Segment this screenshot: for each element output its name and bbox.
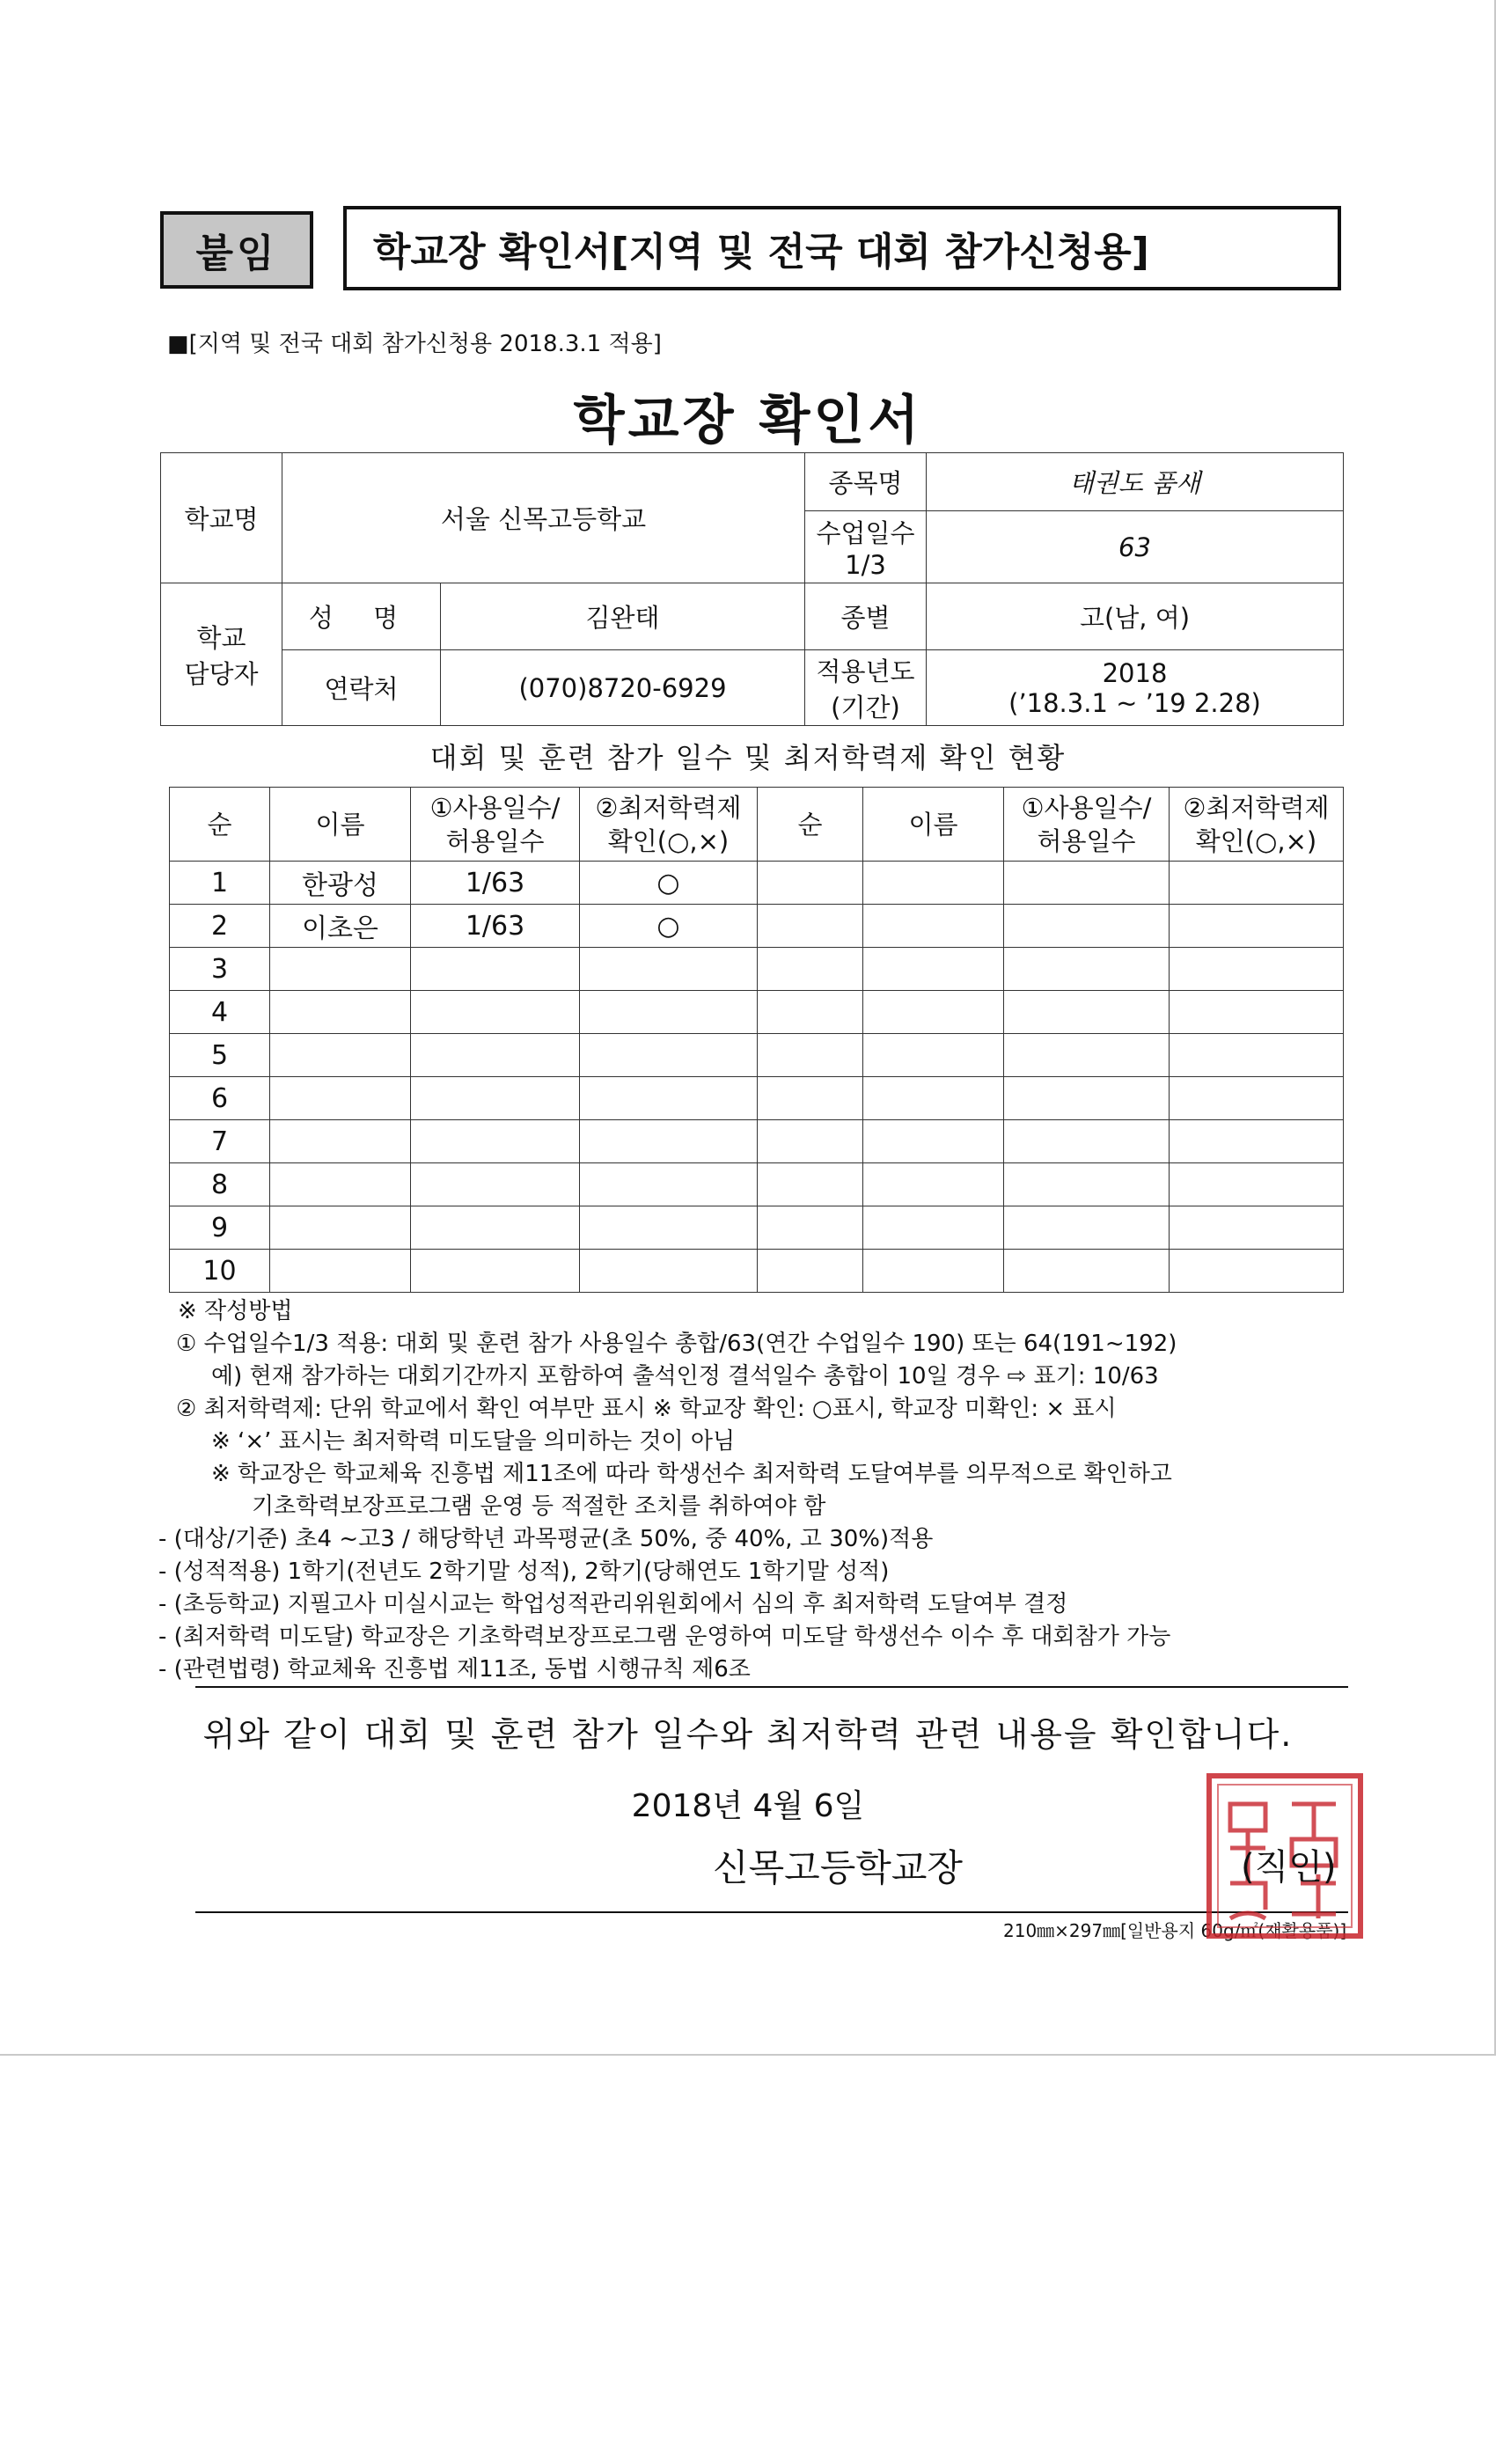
cell-no: 8 xyxy=(170,1163,270,1206)
cell-days xyxy=(411,1163,580,1206)
empty-cell xyxy=(758,1077,863,1120)
cell-name xyxy=(270,1034,411,1077)
cell-days xyxy=(411,1206,580,1250)
apply-year-value-line1: 2018 xyxy=(1102,657,1168,688)
cell-no: 9 xyxy=(170,1206,270,1250)
col-days-left-line2: 허용일수 xyxy=(445,825,545,856)
participation-table-header xyxy=(170,788,1344,862)
empty-cell xyxy=(758,948,863,991)
col-check-right-line1: ②최저학력제 xyxy=(1183,792,1330,823)
form-sub-note: ■[지역 및 전국 대회 참가신청용 2018.3.1 적용] xyxy=(167,331,662,357)
instructions-divider xyxy=(195,1686,1348,1688)
document-title: 학교장 확인서 xyxy=(573,390,923,451)
empty-cell xyxy=(1004,862,1170,905)
empty-cell xyxy=(758,862,863,905)
empty-cell xyxy=(1170,1034,1344,1077)
confirmation-statement: 위와 같이 대회 및 훈련 참가 일수와 최저학력 관련 내용을 확인합니다. xyxy=(202,1715,1294,1754)
empty-cell xyxy=(1170,948,1344,991)
contact-value: (070)8720-6929 xyxy=(441,650,805,726)
empty-cell xyxy=(1004,1077,1170,1120)
instructions xyxy=(158,1295,1338,1686)
cell-name xyxy=(270,1206,411,1250)
empty-cell xyxy=(1004,1250,1170,1293)
empty-cell xyxy=(1170,1163,1344,1206)
instruction-line-9: - (초등학교) 지필고사 미실시교는 학업성적관리위원회에서 심의 후 최저학력 도달여부 결정 xyxy=(158,1591,1068,1617)
attachment-label: 붙임 xyxy=(160,211,313,289)
col-days-right-line1: ①사용일수/ xyxy=(1021,792,1152,823)
table-row xyxy=(170,1034,1344,1077)
cell-no: 6 xyxy=(170,1077,270,1120)
cell-check xyxy=(580,1250,758,1293)
status-section-title: 대회 및 훈련 참가 일수 및 최저학력제 확인 현황 xyxy=(429,741,1067,774)
instruction-line-1: ① 수업일수1/3 적용: 대회 및 훈련 참가 사용일수 총합/63(연간 수업일수 190) 또는 64(191~192) xyxy=(176,1331,1177,1357)
table-row xyxy=(170,991,1344,1034)
empty-cell xyxy=(863,1163,1004,1206)
empty-cell xyxy=(1170,1120,1344,1163)
empty-cell xyxy=(863,1077,1004,1120)
cell-check: ○ xyxy=(580,905,758,948)
manager-label xyxy=(161,583,282,726)
cell-check: ○ xyxy=(580,862,758,905)
empty-cell xyxy=(863,1120,1004,1163)
manager-name-value: 김완태 xyxy=(441,583,805,650)
cell-check xyxy=(580,948,758,991)
col-days-left-line1: ①사용일수/ xyxy=(429,792,561,823)
empty-cell xyxy=(1170,1077,1344,1120)
cell-name xyxy=(270,991,411,1034)
type-value: 고(남, 여) xyxy=(927,583,1344,650)
school-name-label: 학교명 xyxy=(161,453,282,583)
event-value: 태권도 품새 xyxy=(927,453,1344,511)
instruction-line-2: 예) 현재 참가하는 대회기간까지 포함하여 출석인정 결석일수 총합이 10일 경우 ⇨ 표기: 10/63 xyxy=(211,1363,1159,1390)
col-check-left-line2: 확인(○,×) xyxy=(607,825,730,856)
empty-cell xyxy=(863,1034,1004,1077)
empty-cell xyxy=(758,1163,863,1206)
cell-name xyxy=(270,1120,411,1163)
cell-days xyxy=(411,948,580,991)
cell-days: 1/63 xyxy=(411,862,580,905)
empty-cell xyxy=(863,1206,1004,1250)
empty-cell xyxy=(1004,1206,1170,1250)
cell-no: 7 xyxy=(170,1120,270,1163)
empty-cell xyxy=(1004,1120,1170,1163)
cell-days xyxy=(411,991,580,1034)
cell-name xyxy=(270,948,411,991)
cell-name xyxy=(270,1250,411,1293)
class-days-value: 63 xyxy=(927,511,1344,583)
empty-cell xyxy=(758,1206,863,1250)
type-label: 종별 xyxy=(805,583,927,650)
cell-no: 5 xyxy=(170,1034,270,1077)
cell-name: 이초은 xyxy=(270,905,411,948)
cell-days xyxy=(411,1120,580,1163)
cell-check xyxy=(580,1077,758,1120)
empty-cell xyxy=(1170,1206,1344,1250)
cell-no: 3 xyxy=(170,948,270,991)
table-row xyxy=(170,1120,1344,1163)
col-check-left xyxy=(580,788,758,862)
col-no-left: 순 xyxy=(170,788,270,862)
table-row xyxy=(170,862,1344,905)
col-name-right: 이름 xyxy=(863,788,1004,862)
cell-check xyxy=(580,991,758,1034)
instructions-heading: ※ 작성방법 xyxy=(178,1298,293,1324)
cell-days xyxy=(411,1250,580,1293)
empty-cell xyxy=(1004,948,1170,991)
manager-label-line2: 담당자 xyxy=(184,658,259,689)
empty-cell xyxy=(863,948,1004,991)
cell-days: 1/63 xyxy=(411,905,580,948)
apply-year-label-line2: (기간) xyxy=(831,692,900,722)
cell-check xyxy=(580,1034,758,1077)
col-name-left: 이름 xyxy=(270,788,411,862)
apply-year-value xyxy=(927,650,1344,726)
empty-cell xyxy=(758,1120,863,1163)
instruction-line-10: - (최저학력 미도달) 학교장은 기초학력보장프로그램 운영하여 미도달 학생선수 이수 후 대회참가 가능 xyxy=(158,1624,1171,1650)
empty-cell xyxy=(758,905,863,948)
cell-name: 한광성 xyxy=(270,862,411,905)
manager-label-line1: 학교 xyxy=(196,622,246,653)
cell-no: 2 xyxy=(170,905,270,948)
apply-year-label xyxy=(805,650,927,726)
empty-cell xyxy=(1004,905,1170,948)
empty-cell xyxy=(758,991,863,1034)
empty-cell xyxy=(1004,1163,1170,1206)
col-check-right xyxy=(1170,788,1344,862)
class-days-label-line1: 수업일수 xyxy=(816,518,915,548)
empty-cell xyxy=(863,991,1004,1034)
table-row xyxy=(170,948,1344,991)
empty-cell xyxy=(1170,991,1344,1034)
cell-name xyxy=(270,1077,411,1120)
cell-check xyxy=(580,1120,758,1163)
cell-days xyxy=(411,1034,580,1077)
col-no-right: 순 xyxy=(758,788,863,862)
form-title-box: 학교장 확인서[지역 및 전국 대회 참가신청용] xyxy=(343,206,1341,290)
cell-name xyxy=(270,1163,411,1206)
cell-check xyxy=(580,1163,758,1206)
cell-days xyxy=(411,1077,580,1120)
apply-year-value-line2: (’18.3.1 ~ ’19 2.28) xyxy=(1008,687,1261,718)
seal-label: (직인) xyxy=(1241,1847,1337,1888)
empty-cell xyxy=(758,1034,863,1077)
instruction-line-4: ※ ‘×’ 표시는 최저학력 미도달을 의미하는 것이 아님 xyxy=(211,1428,736,1455)
principal-name: 신목고등학교장 xyxy=(713,1846,964,1889)
col-check-left-line1: ②최저학력제 xyxy=(595,792,742,823)
cell-check xyxy=(580,1206,758,1250)
empty-cell xyxy=(1004,1034,1170,1077)
empty-cell xyxy=(1170,1250,1344,1293)
issue-date: 2018년 4월 6일 xyxy=(631,1788,865,1824)
class-days-label-line2: 1/3 xyxy=(845,550,886,580)
empty-cell xyxy=(863,905,1004,948)
empty-cell xyxy=(863,1250,1004,1293)
table-row xyxy=(170,905,1344,948)
cell-no: 10 xyxy=(170,1250,270,1293)
col-days-right xyxy=(1004,788,1170,862)
footer-divider xyxy=(195,1911,1348,1913)
empty-cell xyxy=(758,1250,863,1293)
empty-cell xyxy=(863,862,1004,905)
instruction-line-5: ※ 학교장은 학교체육 진흥법 제11조에 따라 학생선수 최저학력 도달여부를 의무적으로 확인하고 xyxy=(211,1461,1172,1487)
empty-cell xyxy=(1170,905,1344,948)
col-check-right-line2: 확인(○,×) xyxy=(1195,825,1317,856)
school-name-value: 서울 신목고등학교 xyxy=(282,453,805,583)
table-row xyxy=(170,1077,1344,1120)
instruction-line-8: - (성적적용) 1학기(전년도 2학기말 성적), 2학기(당해연도 1학기말 성적) xyxy=(158,1558,890,1585)
cell-no: 4 xyxy=(170,991,270,1034)
apply-year-label-line1: 적용년도 xyxy=(816,656,915,686)
instruction-line-11: - (관련법령) 학교체육 진흥법 제11조, 동법 시행규칙 제6조 xyxy=(158,1656,751,1683)
participation-table xyxy=(169,787,1344,1293)
empty-cell xyxy=(1170,862,1344,905)
event-label: 종목명 xyxy=(805,453,927,511)
instruction-line-6: 기초학력보장프로그램 운영 등 적절한 조치를 취하여야 함 xyxy=(252,1493,826,1520)
empty-cell xyxy=(1004,991,1170,1034)
manager-name-label: 성 명 xyxy=(282,583,441,650)
col-days-right-line2: 허용일수 xyxy=(1037,825,1136,856)
table-row xyxy=(170,1163,1344,1206)
cell-no: 1 xyxy=(170,862,270,905)
table-row xyxy=(170,1250,1344,1293)
instruction-line-3: ② 최저학력제: 단위 학교에서 확인 여부만 표시 ※ 학교장 확인: ○표시, 학교장 미확인: × 표시 xyxy=(176,1396,1117,1422)
instruction-line-7: - (대상/기준) 초4 ~고3 / 해당학년 과목평균(초 50%, 중 40%, 고 30%)적용 xyxy=(158,1526,934,1552)
col-days-left xyxy=(411,788,580,862)
contact-label: 연락처 xyxy=(282,650,441,726)
paper-size-note: 210㎜×297㎜[일반용지 60g/㎡(재활용품)] xyxy=(1003,1920,1347,1941)
table-row xyxy=(170,1206,1344,1250)
class-days-label xyxy=(805,511,927,583)
school-info-table xyxy=(160,452,1344,726)
